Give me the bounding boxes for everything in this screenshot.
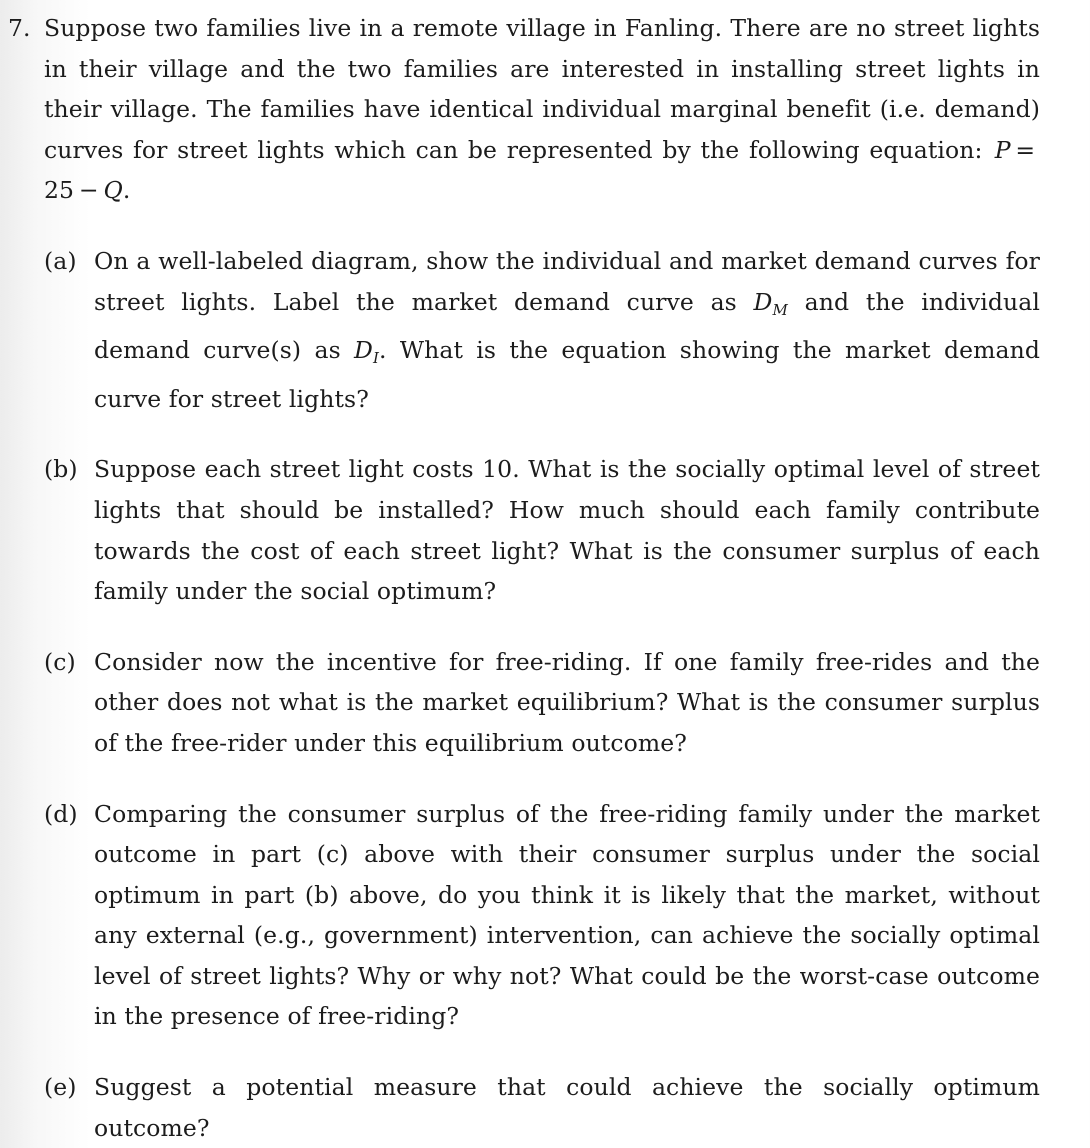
part-b-label: (b) [44,455,78,484]
part-d-text: Comparing the consumer surplus of the free-riding family under the market outcome in part (c) above with their consumer surplus under the social optimum in part (b) above, do you think it is likely that the market, without any external (e.g., government) intervention, can achieve the socially optimal level of street lights? Why or why not? What could be the worst-case outcome in the presence of free-riding? [94,799,1040,1031]
question-intro-paragraph [44,8,1040,211]
market-demand-subscript: M [772,300,788,319]
equation-equals: = [1015,135,1036,164]
part-c [44,642,1040,764]
equation-constant: 25 [44,176,75,205]
question-intro-text: Suppose two families live in a remote village in Fanling. There are no street lights in their village and the two families are interested in installing street lights in their village. The families have identical individual marginal benefit (i.e. demand) curves for street lights which can be represented by the following equation: [44,14,1040,164]
part-e-text: Suggest a potential measure that could achieve the socially optimum outcome? [94,1073,1040,1142]
part-c-text: Consider now the incentive for free-riding. If one family free-rides and the other does not what is the market equilibrium? What is the consumer surplus of the free-rider under this equilibrium outcome? [94,647,1040,757]
individual-demand-subscript: I [372,349,380,368]
part-b-text: Suppose each street light costs 10. What is the socially optimal level of street lights that should be installed? How much should each family contribute towards the cost of each street light? What is the consumer surplus of each family under the social optimum? [94,455,1040,606]
part-a [44,241,1040,419]
part-a-text-1: On a well-labeled diagram, show the individual and market demand curves for street lights. Label the market demand curve as [94,246,1040,316]
part-a-text-2: and the individual demand curve(s) as [94,287,1041,365]
question-7 [8,8,1040,1148]
question-number: 7. [8,14,31,42]
part-e-label: (e) [44,1073,77,1102]
part-d [44,794,1040,1038]
equation-end: . [122,176,131,205]
market-demand-letter: D [753,287,773,316]
part-b [44,449,1040,611]
equation-rhs-variable: Q [103,176,123,205]
part-c-label: (c) [44,647,76,676]
equation-minus: − [78,176,99,205]
equation-lhs: P [994,135,1011,164]
individual-demand-letter: D [354,336,373,365]
part-a-text-3: . What is the equation showing the market demand curve for street lights? [94,336,1040,413]
question-header [8,8,1040,211]
part-a-label: (a) [44,246,77,275]
part-d-label: (d) [44,799,78,828]
part-e [44,1067,1040,1148]
individual-demand-symbol [354,336,380,368]
part-a-text [94,241,1040,419]
market-demand-symbol [753,287,788,319]
